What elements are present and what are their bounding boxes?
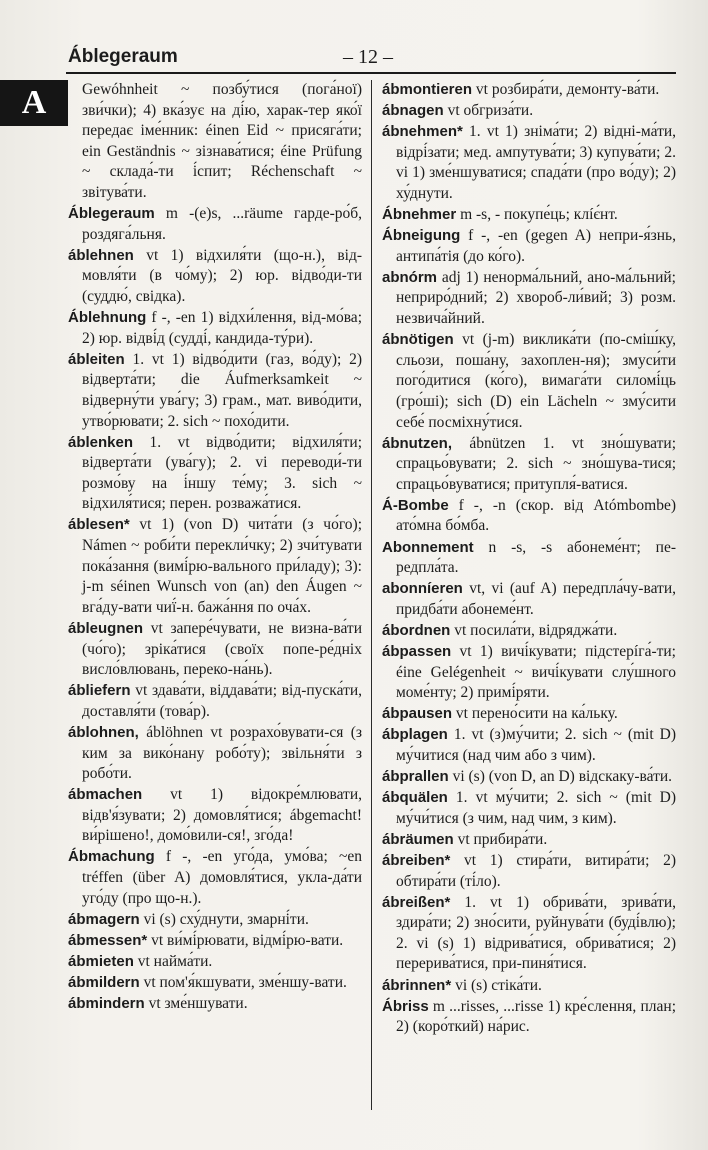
dictionary-entry	[68, 80, 362, 204]
entry-headword: ábquälen	[382, 789, 448, 807]
dictionary-entry	[68, 931, 362, 952]
dictionary-entry	[382, 851, 676, 892]
dictionary-entry	[382, 80, 676, 101]
entry-headword: ábreißen*	[382, 893, 451, 911]
dictionary-entry	[382, 538, 676, 579]
entry-headword: Abonnement	[382, 538, 474, 556]
entry-headword: ábreiben*	[382, 851, 451, 869]
entry-headword: Áblegeraum	[68, 205, 155, 223]
dictionary-entry	[68, 681, 362, 722]
entry-body: vt 1) відокре́млювати, відв'я́зувати; 2) домовля́тися; ábgemacht! ви́рішено!, домо́вили-ся!, зго́да!	[82, 786, 362, 845]
entry-headword: áblohnen,	[68, 723, 139, 741]
entry-body: vt ви́мі́рювати, відмі́рю-вати.	[151, 931, 344, 949]
entry-headword: ábleiten	[68, 350, 125, 368]
entry-body: m ...risses, ...risse 1) кре́слення, план; 2) (коро́ткий) на́рис.	[396, 997, 676, 1036]
entry-headword: ábmindern	[68, 995, 145, 1013]
header-rule	[66, 72, 676, 74]
entry-headword: ábnehmen*	[382, 123, 463, 141]
entry-body: vt запере́чувати, не визна-ва́ти (чо́го); зріка́тися (своїх попе-ре́дніх висло́влювань, переко-на́нь).	[82, 619, 363, 679]
dictionary-entry	[382, 704, 676, 725]
entry-headword: ábliefern	[68, 682, 131, 700]
entry-body: f -, -en 1) відхи́лення, від-мо́ва; 2) юр. відві́д (судді́, кандида-ту́ри).	[82, 309, 362, 347]
entry-body: 1. vt 1) обрива́ти, зрива́ти, здира́ти; 2) зно́сити, руйнува́ти (буді́влю); 2. vi (s) 1) відрива́тися, обрива́тися; 2) перерива́тися, при-пиня́тися.	[396, 893, 677, 973]
entry-body: 1. vt відво́дити; відхиля́ти; відверта́ти (ува́гу); 2. vi переводи́-ти розмо́ву на і́ншу те́му; 3. sich ~ відхиля́тися; перен. розважа́тися.	[82, 433, 363, 513]
dictionary-entry	[68, 515, 362, 618]
entry-headword: áblehnen	[68, 246, 134, 264]
guide-word: Áblegeraum	[68, 46, 178, 67]
entry-body: áblöhnen vt розрахо́вувати-ся (з ким за вико́нану робо́ту); звільня́ти з робо́ти.	[82, 723, 362, 783]
entry-headword: Ábneigung	[382, 227, 461, 245]
dictionary-entry	[68, 350, 362, 432]
entry-body: Gewóhnheit ~ позбу́тися (пога́ної) зви́чки); 4) вка́зує на ді́ю, харак-тер яко́ї передає іме́нник: éinen Eid ~ присяга́ти; ein Geständnis ~ зізнава́тися; éine Prüfung ~ склада́-ти і́спит; Réchenschaft ~ звітува́ти.	[82, 81, 362, 201]
entry-body: vt 1) (von D) чита́ти (з чо́го); Námen ~ роби́ти перекли́чку; 2) зчи́тувати пока́зання (вимі́рю-вального при́ладу); 3): j-m séinen Wunsch von (an) den Áugen ~ вга́ду-вати чиї́-н. бажа́ння по оча́х.	[82, 516, 363, 616]
entry-headword: Áblehnung	[68, 309, 147, 327]
entry-body: f -, -en уго́да, умо́ва; ~en tréffen (über A) домовля́тися, укла-да́ти уго́ду (про що-н.).	[82, 848, 363, 907]
page-number: – 12 –	[343, 46, 393, 68]
entry-headword: Ábnehmer	[382, 206, 457, 224]
dictionary-entry	[68, 994, 362, 1015]
dictionary-entry	[382, 496, 676, 537]
entry-headword: ábordnen	[382, 621, 451, 639]
entry-body: vt обгриза́ти.	[447, 102, 534, 120]
entry-body: 1. vt 1) відво́дити (газ, во́ду); 2) відверта́ти; die Áufmerksamkeit ~ відверну́ти ува́гу; 3) грам., мат. виво́дити, утво́рювати; 2. sich ~ похо́дити.	[82, 350, 362, 430]
dictionary-entry	[382, 642, 676, 704]
entry-body: vt (j-m) виклика́ти (по-сміш́ку, сльози, поша́ну, захоплен-ня); змуси́ти пого́дитися (ко́го), вимага́ти силомі́ць (гро́ші); sich (D) ein Lächeln ~ зму́сити себе́ посміхну́тися.	[396, 331, 677, 431]
entry-headword: Á-Bombe	[382, 496, 449, 514]
entry-body: vt розбира́ти, демонту-ва́ти.	[475, 81, 660, 98]
entry-headword: Ábriss	[382, 997, 429, 1015]
entry-headword: áblesen*	[68, 516, 130, 534]
entry-headword: ábmachen	[68, 786, 143, 804]
dictionary-entry	[382, 434, 676, 496]
dictionary-entry	[382, 101, 676, 122]
entry-headword: ábnötigen	[382, 331, 454, 349]
dictionary-entry	[68, 204, 362, 245]
dictionary-entry	[382, 226, 676, 267]
entry-headword: abnórm	[382, 268, 438, 286]
entry-headword: ábnagen	[382, 102, 444, 120]
dictionary-entry	[382, 205, 676, 226]
dictionary-entry	[382, 997, 676, 1038]
entry-headword: ábmessen*	[68, 931, 148, 949]
dictionary-entry	[382, 767, 676, 788]
entry-body: vt 1) вичі́кувати; підстерíга́-ти; éine Gelégenheit ~ вичі́кувати слу́шного моме́нту; 2) примі́ряти.	[396, 643, 676, 702]
entry-body: 1. vt (з)му́чити; 2. sich ~ (mit D) му́читися (над чим або з чим).	[396, 726, 676, 764]
entry-body: 1. vt 1) зніма́ти; 2) відні-ма́ти, відрі́зати; мед. ампутува́ти; 3) купува́ти; 2. vi 1) зме́ншуватися; спада́ти (про во́ду); 2) ху́днути.	[396, 123, 677, 202]
dictionary-entry	[382, 830, 676, 851]
dictionary-entry	[382, 976, 676, 997]
entry-headword: ábnutzen,	[382, 434, 452, 452]
dictionary-entry	[68, 952, 362, 973]
dictionary-entry	[68, 246, 362, 308]
entry-headword: ábmildern	[68, 974, 140, 992]
entry-headword: ábleugnen	[68, 619, 144, 637]
entry-body: vt пом'я́кшувати, зме́ншу-вати.	[143, 974, 347, 992]
dictionary-entry	[68, 619, 362, 681]
dictionary-entry	[68, 785, 362, 847]
entry-body: vi (s) сху́днути, змарні́ти.	[143, 910, 309, 928]
dictionary-entry	[68, 433, 362, 515]
entry-body: vt зме́ншувати.	[148, 995, 248, 1013]
dictionary-entry	[382, 579, 676, 620]
entry-headword: ábplagen	[382, 726, 448, 744]
entry-body: 1. vt му́чити; 2. sich ~ (mit D) му́чи́тися (з чим, над чим, з ким).	[396, 789, 677, 827]
entry-body: ábnützen 1. vt зно́шувати; спрацьо́вувати; 2. sich ~ зно́шува-тися; спрацьо́вуватися; притупля́-ватися.	[396, 434, 676, 493]
dictionary-entry	[68, 308, 362, 349]
dictionary-entry	[382, 893, 676, 975]
entry-headword: ábprallen	[382, 768, 449, 786]
entry-headword: ábmontieren	[382, 81, 473, 98]
dictionary-entry	[382, 122, 676, 204]
left-column	[68, 80, 362, 1015]
entry-body: vt перено́сити на ка́льку.	[455, 705, 618, 723]
dictionary-entry	[68, 910, 362, 931]
entry-body: vi (s) (von D, an D) відскаку-ва́ти.	[452, 768, 673, 786]
entry-headword: ábräumen	[382, 830, 454, 848]
right-column	[382, 80, 676, 1038]
entry-headword: ábmieten	[68, 952, 134, 970]
dictionary-entry	[382, 268, 676, 330]
entry-body: vi (s) стіка́ти.	[455, 976, 542, 994]
entry-body: vt посила́ти, відряджа́ти.	[454, 621, 618, 639]
letter-tab: A	[0, 80, 68, 126]
dictionary-entry	[68, 723, 362, 785]
entry-body: m -s, - покупе́ць; клíє́нт.	[460, 206, 618, 224]
entry-body: vt, vi (auf A) передпла́чу-вати, придба́ти абонеме́нт.	[396, 580, 676, 618]
entry-headword: ábpassen	[382, 643, 452, 661]
entry-body: m -(e)s, ...räume гарде-ро́б, роздяга́льня.	[82, 205, 363, 243]
entry-body: vt здава́ти, віддава́ти; від-пуска́ти, доставля́ти (това́р).	[82, 682, 363, 720]
column-divider	[371, 80, 372, 1110]
dictionary-entry	[68, 973, 362, 994]
entry-body: n -s, -s абонеме́нт; пе-редпла́та.	[396, 538, 676, 577]
entry-body: vt прибира́ти.	[457, 830, 548, 848]
entry-headword: abonníeren	[382, 580, 463, 598]
entry-body: f -, -en (gegen A) непри-я́знь, антипа́тія (до ко́го).	[396, 227, 677, 265]
dictionary-entry	[382, 725, 676, 766]
entry-body: adj 1) ненорма́льний, ано-ма́льний; неприро́дний; 2) хвороб-ли́вий; 3) розм. незвича́йний.	[396, 268, 676, 328]
entry-body: vt найма́ти.	[137, 952, 213, 970]
dictionary-entry	[382, 788, 676, 829]
dictionary-entry	[382, 330, 676, 433]
entry-body: vt 1) стира́ти, витира́ти; 2) обтира́ти (ті́ло).	[396, 851, 676, 890]
entry-headword: ábpausen	[382, 705, 453, 723]
entry-body: f -, -n (скор. від Atómbombe) ато́мна бо́мба.	[396, 496, 676, 535]
dictionary-entry	[382, 621, 676, 642]
entry-headword: Ábmachung	[68, 848, 155, 866]
entry-body: vt 1) відхиля́ти (що-н.), від-мовля́ти (в чо́му); 2) юр. відво́ди-ти (суддю́, свідка).	[82, 246, 362, 305]
entry-headword: ábmagern	[68, 910, 140, 928]
dictionary-entry	[68, 847, 362, 909]
entry-headword: ábrinnen*	[382, 976, 452, 994]
entry-headword: áblenken	[68, 433, 134, 451]
